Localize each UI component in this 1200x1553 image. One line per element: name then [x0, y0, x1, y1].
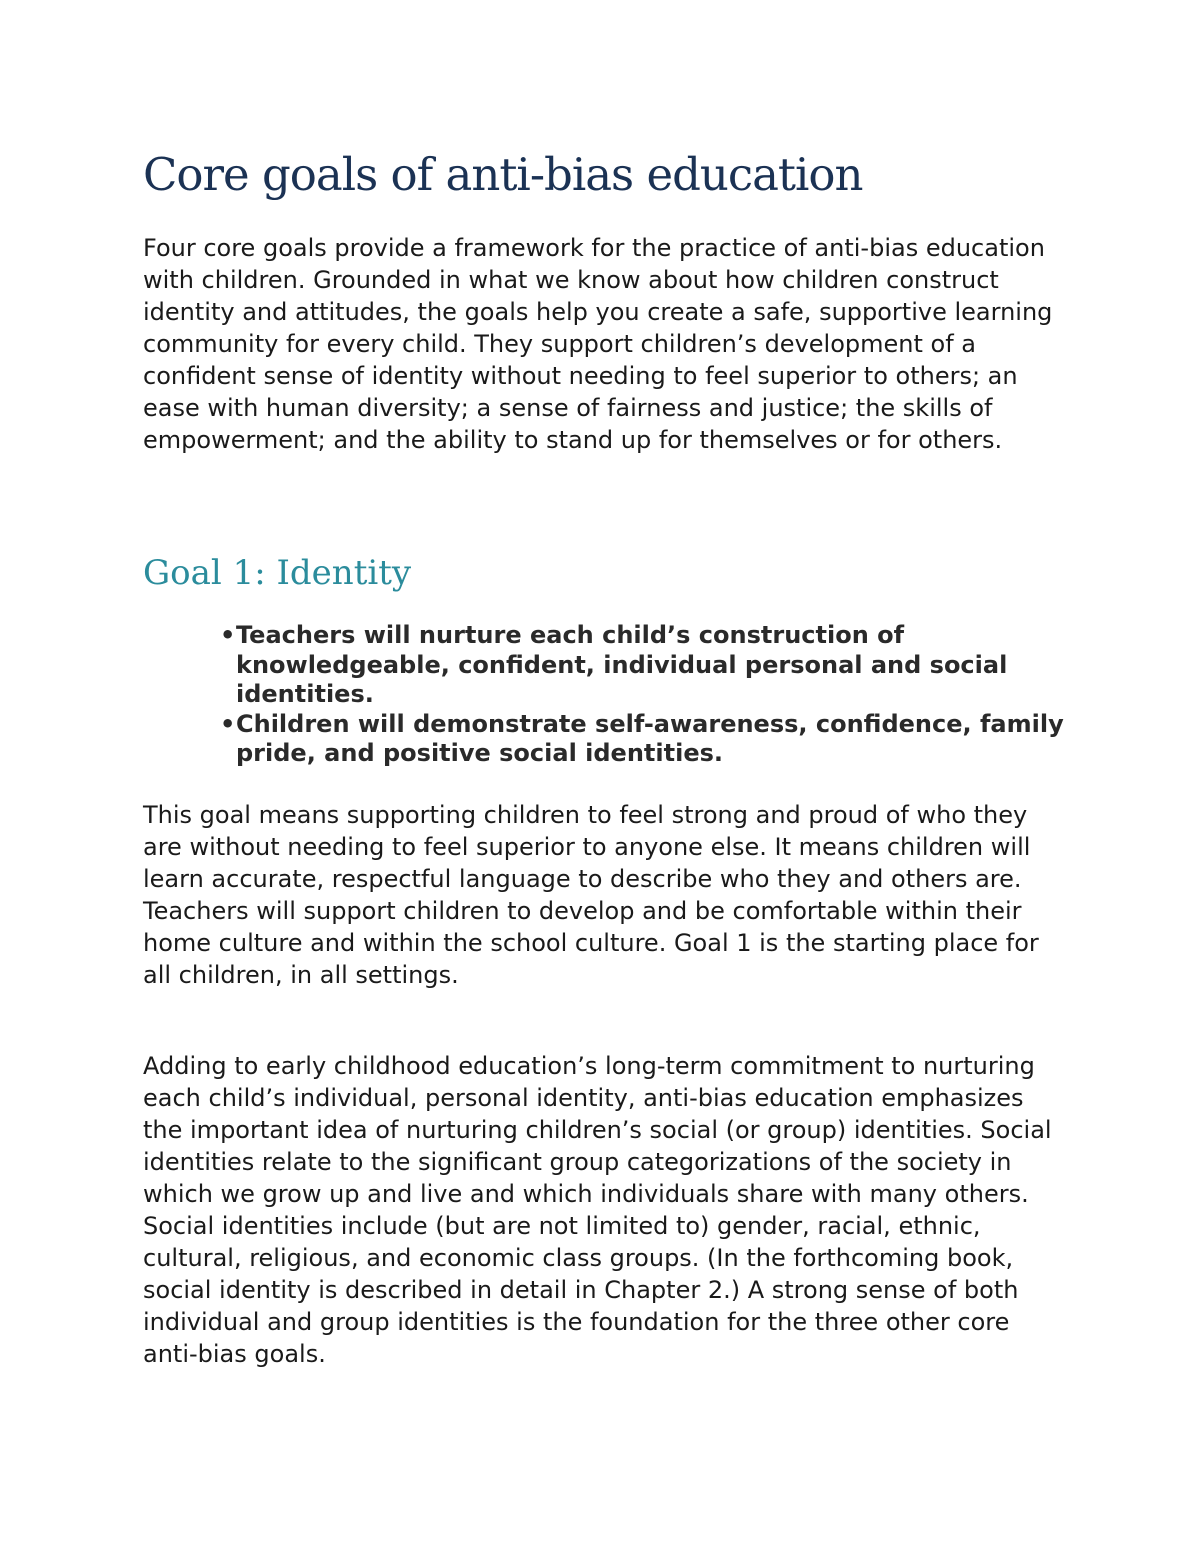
list-item	[200, 621, 1070, 710]
goal-1-paragraph-2: Adding to early childhood education’s long-term commitment to nurturing each child’s individual, personal identity, anti-bias education emphasizes the important idea of nurturing children’s social (or group) identities. Social identities relate to the significant group categorizations of the society in which we grow up and live and which individuals share with many others. Social identities include (but are not limited to) gender, racial, ethnic, cultural, religious, and economic class groups. (In the forthcoming book, social identity is described in detail in Chapter 2.) A strong sense of both individual and group identities is the foundation for the three other core anti-bias goals.	[143, 1052, 1052, 1368]
bullet-icon: •	[220, 709, 236, 738]
intro-paragraph: Four core goals provide a framework for the practice of anti-bias education with children. Grounded in what we know about how children construct identity and attitudes, the goals help you create a safe, supportive learning community for every child. They support children’s development of a confident sense of identity without needing to feel superior to others; an ease with human diversity; a sense of fairness and justice; the skills of empowerment; and the ability to stand up for themselves or for others.	[143, 234, 1053, 454]
bullet-icon: •	[220, 621, 236, 649]
goal-1-heading: Goal 1: Identity	[143, 553, 412, 593]
goal-1-bullet-list	[200, 621, 1070, 769]
bullet-text: Teachers will nurture each child’s construction of knowledgeable, confident, individual personal and social identities.	[236, 621, 1008, 708]
bullet-text: Children will demonstrate self-awareness, confidence, family pride, and positive social identities.	[236, 709, 1064, 767]
list-item	[200, 710, 1070, 769]
document-title: Core goals of anti-bias education	[143, 148, 863, 201]
goal-1-paragraph-1: This goal means supporting children to feel strong and proud of who they are without needing to feel superior to anyone else. It means children will learn accurate, respectful language to describe who they and others are. Teachers will support children to develop and be comfortable within their home culture and within the school culture. Goal 1 is the starting place for all children, in all settings.	[143, 801, 1039, 989]
